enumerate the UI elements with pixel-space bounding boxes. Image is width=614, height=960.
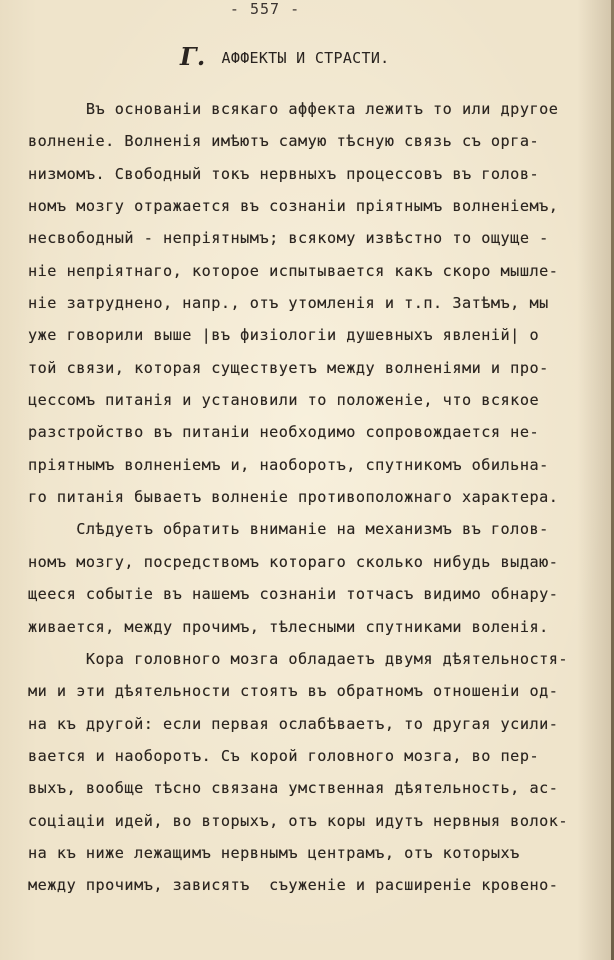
page-number: - 557 - <box>229 0 301 18</box>
text-line: вается и наоборотъ. Съ корой головного мозга, во пер- <box>28 746 540 765</box>
text-line: номъ мозгу, посредствомъ котораго сколько нибудь выдаю- <box>28 552 559 571</box>
section-letter: Г. <box>180 42 206 71</box>
text-line: го питанія бываетъ волненіе противоположнаго характера. <box>28 488 559 507</box>
section-title: АФФЕКТЫ И СТРАСТИ. <box>221 49 390 67</box>
text-line: ніе непріятнаго, которое испытывается какъ скоро мышле- <box>28 261 559 280</box>
text-line: живается, между прочимъ, тѣлесными спутниками воленія. <box>28 617 549 636</box>
text-line: ніе затруднено, напр., отъ утомленія и т.п. Затѣмъ, мы <box>28 294 549 313</box>
text-line: между прочимъ, зависятъ съуженіе и расширеніе кровено- <box>28 876 559 895</box>
text-line: номъ мозгу отражается въ сознаніи пріятнымъ волненіемъ, <box>28 197 559 216</box>
body-text <box>28 93 588 902</box>
text-line: Кора головного мозга обладаетъ двумя дѣятельностя- <box>28 649 569 668</box>
text-line: несвободный - непріятнымъ; всякому извѣстно то ощуще - <box>28 229 549 248</box>
text-line: пріятнымъ волненіемъ и, наоборотъ, спутникомъ обильна- <box>28 455 549 474</box>
text-line: соціаціи идей, во вторыхъ, отъ коры идутъ нервныя волок- <box>28 811 569 830</box>
text-line: щееся событіе въ нашемъ сознаніи тотчасъ видимо обнару- <box>28 585 559 604</box>
text-line: выхъ, вообще тѣсно связана умственная дѣятельность, ас- <box>28 779 559 798</box>
text-line: ми и эти дѣятельности стоятъ въ обратномъ отношеніи од- <box>28 682 559 701</box>
text-line: Слѣдуетъ обратить вниманіе на механизмъ въ голов- <box>28 520 549 539</box>
text-line: уже говорили выше |въ физіологіи душевныхъ явленій| о <box>28 326 540 345</box>
text-line: низмомъ. Свободный токъ нервныхъ процессовъ въ голов- <box>28 164 540 183</box>
text-line: на къ ниже лежащимъ нервнымъ центрамъ, отъ которыхъ <box>28 843 520 862</box>
section-heading <box>180 44 480 71</box>
text-line: волненіе. Волненія имѣютъ самую тѣсную связь съ орга- <box>28 132 540 151</box>
text-line: разстройство въ питаніи необходимо сопровождается не- <box>28 423 540 442</box>
text-line: на къ другой: если первая ослабѣваетъ, то другая усили- <box>28 714 559 733</box>
text-line: той связи, которая существуетъ между волненіями и про- <box>28 358 549 377</box>
text-line: цессомъ питанія и установили то положеніе, что всякое <box>28 391 540 410</box>
text-line: Въ основаніи всякаго аффекта лежитъ то или другое <box>28 100 559 118</box>
